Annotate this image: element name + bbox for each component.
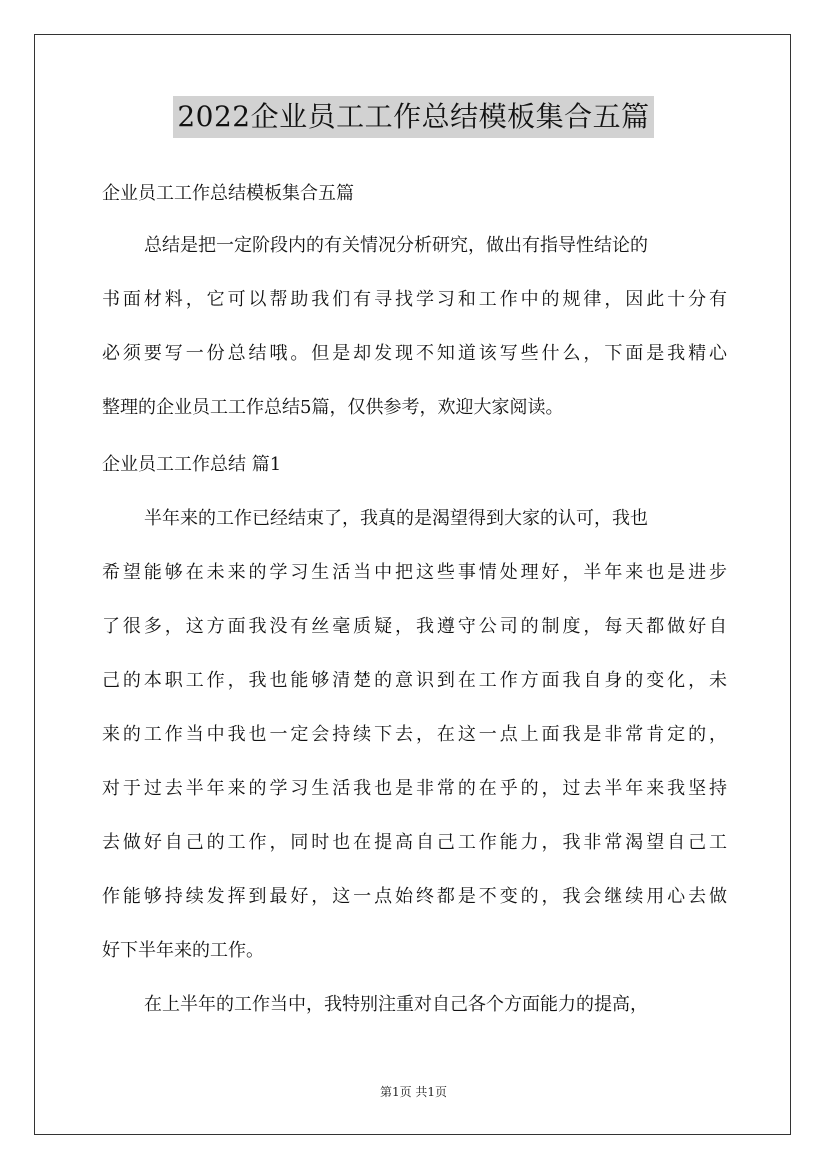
page-footer: 第1页 共1页 (379, 1085, 448, 1099)
para1-line: 作能够持续发挥到最好，这一点始终都是不变的，我会继续用心去做 (102, 886, 727, 907)
intro-line: 必须要写一份总结哦。但是却发现不知道该写些什么，下面是我精心 (102, 343, 727, 364)
para1-line: 己的本职工作，我也能够清楚的意识到在工作方面我自身的变化，未 (102, 670, 727, 691)
document-title: 2022企业员工工作总结模板集合五篇 (173, 96, 653, 138)
para2-line: 在上半年的工作当中，我特别注重对自己各个方面能力的提高， (144, 994, 648, 1015)
title-container (0, 96, 827, 138)
section-heading: 企业员工工作总结 篇1 (102, 454, 282, 475)
para1-line: 好下半年来的工作。 (102, 940, 264, 961)
para1-line: 对于过去半年来的学习生活我也是非常的在乎的，过去半年来我坚持 (102, 778, 727, 799)
para1-line: 希望能够在未来的学习生活当中把这些事情处理好，半年来也是进步 (102, 562, 727, 583)
intro-line: 书面材料，它可以帮助我们有寻找学习和工作中的规律，因此十分有 (102, 289, 727, 310)
para1-line: 了很多，这方面我没有丝毫质疑，我遵守公司的制度，每天都做好自 (102, 616, 727, 637)
intro-line: 整理的企业员工工作总结5篇，仅供参考，欢迎大家阅读。 (102, 397, 564, 418)
document-subtitle: 企业员工工作总结模板集合五篇 (102, 183, 354, 204)
intro-line: 总结是把一定阶段内的有关情况分析研究，做出有指导性结论的 (144, 235, 648, 256)
para1-line: 来的工作当中我也一定会持续下去，在这一点上面我是非常肯定的， (102, 724, 727, 745)
para1-line: 半年来的工作已经结束了，我真的是渴望得到大家的认可，我也 (144, 508, 648, 529)
para1-line: 去做好自己的工作，同时也在提高自己工作能力，我非常渴望自己工 (102, 832, 727, 853)
